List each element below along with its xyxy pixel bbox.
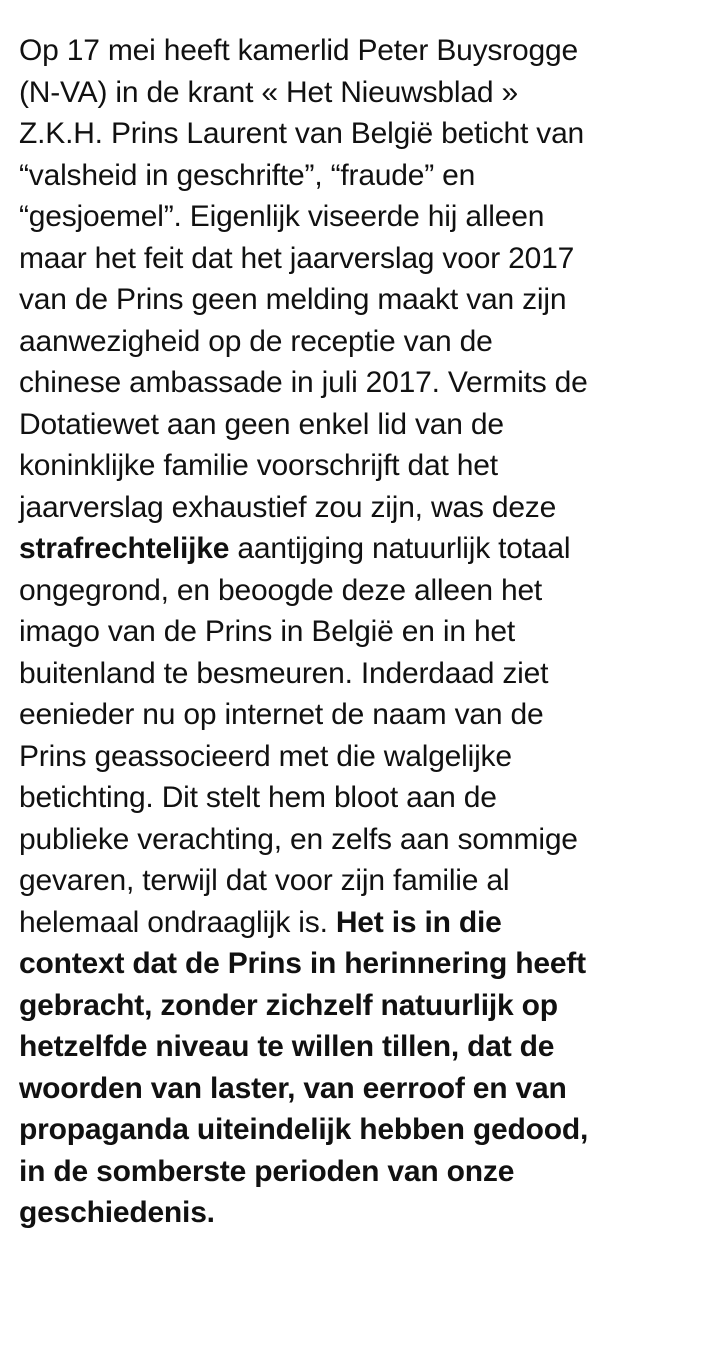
text-line: (N-VA) in de krant « Het Nieuwsblad »: [19, 75, 518, 109]
text-line-mixed: [19, 528, 719, 570]
bold-text-line: geschiedenis.: [19, 1196, 215, 1229]
text-line: chinese ambassade in juli 2017. Vermits de: [19, 366, 588, 399]
text-line: Prins geassocieerd met die walgelijke: [19, 739, 512, 773]
text-line-mixed: [19, 902, 719, 944]
bold-text-line: hetzelfde niveau te willen tillen, dat de: [19, 1030, 555, 1063]
text-segment: aantijging natuurlijk totaal: [229, 532, 571, 565]
text-line: koninklijke familie voorschrijft dat het: [19, 449, 498, 482]
bold-text-line: in de somberste perioden van onze: [19, 1154, 515, 1188]
text-line: ongegrond, en beoogde deze alleen het: [19, 573, 543, 607]
bold-text-line: woorden van laster, van eerroof en van: [19, 1071, 567, 1105]
text-line: imago van de Prins in België en in het: [19, 615, 516, 648]
text-line: buitenland te besmeuren. Inderdaad ziet: [19, 656, 549, 690]
bold-term-strafrechtelijke: strafrechtelijke: [19, 532, 230, 565]
text-line: publieke verachting, en zelfs aan sommige: [19, 822, 578, 856]
text-line: jaarverslag exhaustief zou zijn, was deze: [19, 490, 557, 524]
text-line: Dotatiewet aan geen enkel lid van de: [19, 407, 504, 441]
text-line: aanwezigheid op de receptie van de: [19, 324, 493, 358]
bold-text-line: context dat de Prins in herinnering heeft: [19, 947, 586, 980]
text-line: Z.K.H. Prins Laurent van België beticht van: [19, 117, 585, 150]
text-line: “valsheid in geschrifte”, “fraude” en: [19, 158, 476, 192]
text-line: maar het feit dat het jaarverslag voor 2017: [19, 241, 575, 275]
text-line: gevaren, terwijl dat voor zijn familie al: [19, 864, 510, 897]
text-line: betichting. Dit stelt hem bloot aan de: [19, 781, 497, 814]
statement-text-block: [19, 30, 719, 1234]
text-line: eenieder nu op internet de naam van de: [19, 698, 544, 731]
text-segment: helemaal ondraaglijk is.: [19, 905, 336, 939]
text-line: “gesjoemel”. Eigenlijk viseerde hij alleen: [19, 200, 545, 233]
bold-text-line: gebracht, zonder zichzelf natuurlijk op: [19, 988, 558, 1022]
bold-text-line: propaganda uiteindelijk hebben gedood,: [19, 1113, 589, 1146]
text-line: van de Prins geen melding maakt van zijn: [19, 283, 567, 316]
bold-text-segment: Het is in die: [335, 905, 502, 939]
text-line: Op 17 mei heeft kamerlid Peter Buysrogge: [19, 34, 578, 67]
